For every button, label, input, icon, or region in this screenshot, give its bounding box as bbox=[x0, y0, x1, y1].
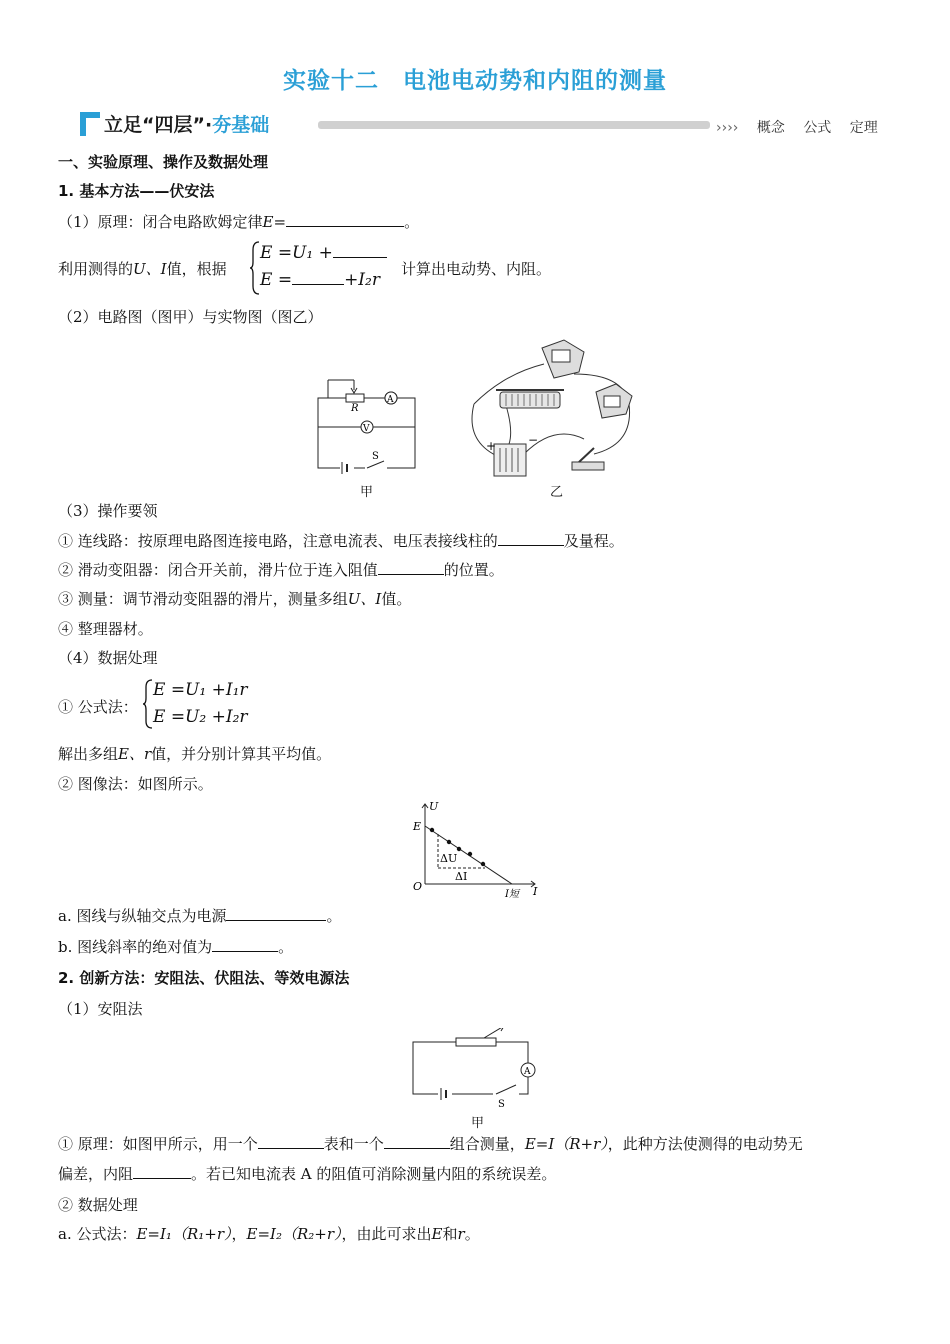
apparatus-illustration bbox=[464, 334, 636, 484]
text: 偏差，内阻 bbox=[58, 1165, 134, 1183]
text: ③ 测量：调节滑动变阻器的滑片，测量多组 bbox=[58, 590, 348, 608]
text: 表和一个 bbox=[323, 1135, 384, 1153]
formula: E =U₁ + bbox=[260, 243, 333, 263]
formula: E =U₂ +I₂r bbox=[153, 707, 248, 727]
text: a. 图线与纵轴交点为电源 bbox=[58, 907, 227, 925]
text: 。 bbox=[278, 938, 294, 956]
banner-tag: 定理 bbox=[849, 120, 878, 136]
text: ② 图像法：如图所示。 bbox=[58, 775, 213, 793]
text: b. 图线斜率的绝对值为 bbox=[58, 938, 213, 956]
blank bbox=[133, 1164, 191, 1179]
text: 。 bbox=[464, 1225, 480, 1243]
text: ① 连线路：按原理电路图连接电路，注意电流表、电压表接线柱的 bbox=[58, 532, 498, 550]
text: ② 数据处理 bbox=[58, 1196, 138, 1214]
formula: +I₂r bbox=[344, 270, 380, 290]
ui-graph bbox=[405, 798, 545, 902]
label-Ishort: I短 bbox=[505, 889, 519, 900]
graph-b-line bbox=[58, 937, 293, 957]
section-heading: 一、实验原理、操作及数据处理 bbox=[58, 153, 269, 171]
text: 。 bbox=[326, 907, 342, 925]
principle-line bbox=[58, 212, 419, 232]
text: ① 公式法： bbox=[58, 698, 138, 716]
banner-title-part2: 夯基础 bbox=[212, 114, 270, 136]
banner-corner-icon bbox=[78, 110, 102, 140]
fig-caption-yi: 乙 bbox=[550, 485, 564, 500]
step-2 bbox=[58, 560, 504, 580]
formula: U、I bbox=[133, 260, 167, 278]
text: 计算出电动势、内阻。 bbox=[401, 260, 552, 278]
circuit-diagram-jia bbox=[310, 370, 425, 480]
blank bbox=[378, 560, 444, 575]
blank bbox=[226, 906, 326, 921]
formula: E = bbox=[260, 270, 293, 290]
blank bbox=[212, 937, 278, 952]
label-A: A bbox=[524, 1067, 531, 1077]
page-title: 实验十二 电池电动势和内阻的测量 bbox=[283, 68, 667, 94]
formula: E、r bbox=[118, 745, 152, 763]
banner-title-part1: 立足“四层”· bbox=[104, 114, 213, 136]
label-S: S bbox=[498, 1099, 505, 1108]
text: 利用测得的 bbox=[58, 260, 134, 278]
text: ，此种方法使测得的电动势无 bbox=[607, 1135, 803, 1153]
graph-a-line bbox=[58, 906, 342, 926]
blank bbox=[333, 243, 387, 258]
label-A: A bbox=[387, 395, 394, 405]
formula: E=I（R+r） bbox=[524, 1135, 608, 1153]
text: （2）电路图（图甲）与实物图（图乙） bbox=[58, 308, 323, 326]
blank bbox=[498, 531, 564, 546]
brace-eq-2 bbox=[260, 270, 380, 290]
principle2-line bbox=[58, 1134, 803, 1154]
banner-tags bbox=[716, 117, 892, 137]
axis-I: I bbox=[533, 885, 538, 898]
formula: U、I bbox=[347, 590, 382, 608]
formula: E bbox=[431, 1225, 443, 1243]
circuit-diagram-anzu bbox=[408, 1028, 543, 1108]
text: 的位置。 bbox=[443, 561, 504, 579]
solve-line bbox=[58, 744, 331, 764]
formula: E= bbox=[262, 213, 287, 231]
use-line bbox=[58, 259, 227, 279]
brace-eq-1 bbox=[260, 243, 387, 263]
blank bbox=[286, 212, 404, 227]
label-E: E bbox=[413, 820, 422, 833]
method-heading: 1. 基本方法——伏安法 bbox=[58, 182, 215, 200]
step-3 bbox=[58, 589, 411, 609]
text: ① 原理：如图甲所示，用一个 bbox=[58, 1135, 258, 1153]
axis-U: U bbox=[429, 800, 439, 813]
text: （1）安阻法 bbox=[58, 1000, 143, 1018]
text: 。 bbox=[404, 213, 420, 231]
banner-tag: 公式 bbox=[803, 120, 832, 136]
text: 及量程。 bbox=[563, 532, 624, 550]
text: 值，并分别计算其平均值。 bbox=[151, 745, 332, 763]
label-V: V bbox=[363, 424, 370, 434]
banner-tag: 概念 bbox=[756, 120, 785, 136]
step-4: ④ 整理器材。 bbox=[58, 620, 153, 638]
text: 值。 bbox=[381, 590, 412, 608]
text: 值，根据 bbox=[166, 260, 227, 278]
text: ， bbox=[231, 1225, 247, 1243]
battery-plus: + bbox=[486, 439, 497, 453]
text: 解出多组 bbox=[58, 745, 119, 763]
blank bbox=[384, 1134, 450, 1149]
formula: E =U₁ +I₁r bbox=[153, 680, 248, 700]
label-O: O bbox=[413, 880, 423, 893]
banner-bar bbox=[318, 121, 710, 129]
formula: E=I₁（R₁+r） bbox=[136, 1225, 232, 1243]
text: ② 滑动变阻器：闭合开关前，滑片位于连入阻值 bbox=[58, 561, 378, 579]
blank bbox=[292, 270, 344, 285]
text: （3）操作要领 bbox=[58, 502, 158, 520]
blank bbox=[258, 1134, 324, 1149]
chevrons-icon: ›››› bbox=[716, 120, 739, 136]
text: a. 公式法： bbox=[58, 1225, 137, 1243]
principle2-line2 bbox=[58, 1164, 556, 1184]
text: 和 bbox=[442, 1225, 458, 1243]
formula: r bbox=[457, 1225, 465, 1243]
label-R: R bbox=[351, 403, 359, 414]
text: ，由此可求出 bbox=[341, 1225, 432, 1243]
text: 。若已知电流表 A 的阻值可消除测量内阻的系统误差。 bbox=[191, 1165, 557, 1183]
text: （1）原理：闭合电路欧姆定律 bbox=[58, 213, 263, 231]
label-dI: ΔI bbox=[455, 870, 468, 883]
fig-caption-jia: 甲 bbox=[360, 485, 374, 500]
text: 组合测量， bbox=[449, 1135, 525, 1153]
banner-title bbox=[104, 110, 269, 137]
fig-caption-jia: 甲 bbox=[471, 1116, 485, 1131]
step-1 bbox=[58, 531, 624, 551]
label-S: S bbox=[372, 451, 379, 462]
formula: E=I₂（R₂+r） bbox=[246, 1225, 342, 1243]
text: （4）数据处理 bbox=[58, 649, 158, 667]
method-heading: 2. 创新方法：安阻法、伏阻法、等效电源法 bbox=[58, 969, 350, 987]
battery-minus: − bbox=[528, 433, 539, 447]
formula-method-line bbox=[58, 1224, 480, 1244]
label-dU: ΔU bbox=[440, 852, 458, 865]
